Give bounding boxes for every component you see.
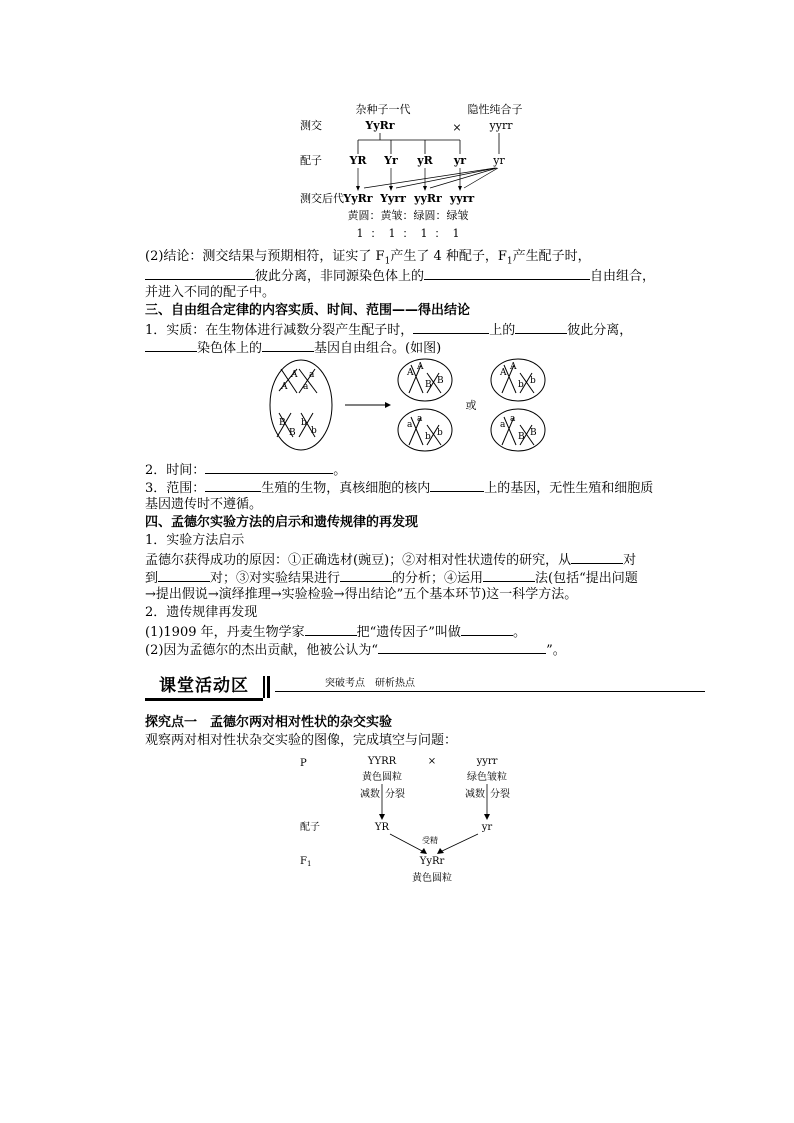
offspring-YyRr: YyRr — [343, 192, 373, 205]
meiosis-label: 分裂 — [490, 789, 510, 800]
recessive-label: 隐性纯合子 — [467, 103, 523, 116]
f1-genotype: YyRr — [419, 856, 445, 867]
f1-sub: 1 — [384, 256, 391, 267]
fill-blank[interactable] — [515, 320, 567, 334]
explore-heading: 探究点一 孟德尔两对相对性状的杂交实验 — [145, 715, 393, 730]
row-offspring: 测交后代 — [300, 192, 344, 205]
meiosis-label: 减数 — [465, 789, 485, 800]
section-4-heading: 四、孟德尔实验方法的启示和遗传规律的再发现 — [145, 515, 419, 530]
conclusion-text-b: 产生了 4 种配子，F — [390, 249, 507, 264]
parent2-genotype: yyrr — [476, 756, 498, 767]
cross-symbol: × — [452, 121, 462, 134]
gamete-yr: yr — [481, 822, 493, 833]
offspring-yyrr: yyrr — [449, 192, 475, 205]
conclusion-text-c: 产生配子时， — [512, 249, 591, 264]
fill-blank[interactable] — [262, 338, 314, 352]
essence-line-1 — [145, 320, 632, 340]
allele-label: B — [425, 380, 432, 390]
fill-blank[interactable] — [430, 478, 484, 492]
method-text: 对 — [623, 553, 637, 568]
time-text: 2．时间： — [145, 463, 206, 478]
allele-label: B — [279, 418, 286, 428]
essence-text: 基因自由组合。(如图) — [314, 341, 442, 356]
fill-blank[interactable] — [571, 550, 623, 564]
offspring-yyRr: yyRr — [414, 192, 442, 205]
conclusion-text-a: (2)结论：测交结果与预期相符，证实了 F — [145, 249, 385, 264]
parent2-phenotype: 绿色皱粒 — [467, 772, 507, 783]
scope-text: 3．范围： — [145, 481, 206, 496]
f1-sub: 1 — [506, 256, 513, 267]
allele-label: b — [530, 376, 536, 386]
method-text: 孟德尔获得成功的原因：①正确选材(豌豆)；②对相对性状遗传的研究，从 — [145, 553, 572, 568]
scope-line-2 — [145, 496, 262, 514]
fill-blank[interactable] — [413, 320, 489, 334]
banner-divider — [267, 676, 270, 698]
allele-label: B — [289, 428, 296, 438]
scope-text: 生殖的生物，真核细胞的核内 — [261, 481, 431, 496]
fertilization-label: 受精 — [422, 836, 438, 845]
section-banner — [145, 674, 705, 700]
row-testcross: 测交 — [300, 119, 322, 132]
allele-label: a — [417, 414, 423, 424]
scope-line-1 — [145, 478, 653, 498]
scope-text: 基因遗传时不遵循。 — [145, 497, 263, 512]
method-text: 的分析；④运用 — [392, 571, 484, 586]
meiosis-label: 分裂 — [385, 789, 405, 800]
allele-label: a — [309, 370, 315, 380]
gamete-yR: yR — [417, 154, 433, 167]
fill-blank[interactable] — [378, 640, 546, 654]
rediscovery-text: ”。 — [546, 643, 566, 658]
allele-label: a — [303, 382, 309, 392]
fill-blank[interactable] — [305, 622, 357, 636]
allele-label: a — [407, 420, 413, 430]
allele-label: b — [425, 432, 431, 442]
generation-f1-label: $F_1$ — [300, 856, 312, 868]
cross-symbol: × — [427, 756, 437, 767]
chromosome-segregation-figure — [265, 355, 555, 457]
recessive-gamete: yr — [493, 154, 505, 167]
allele-label: b — [311, 426, 317, 436]
or-label: 或 — [465, 399, 477, 412]
fill-blank[interactable] — [483, 568, 535, 582]
allele-label: a — [500, 420, 506, 430]
allele-label: b — [518, 380, 524, 390]
recessive-genotype: yyrr — [489, 119, 513, 132]
banner-rule — [275, 691, 705, 692]
ratio-values: 1 ： 1 ： 1 ： 1 — [356, 227, 460, 240]
conclusion-text: 并进入不同的配子中。 — [145, 285, 276, 300]
fill-blank[interactable] — [145, 266, 255, 280]
allele-label: a — [510, 414, 516, 424]
gamete-YR: YR — [349, 154, 367, 167]
method-text: 法(包括“提出问题 — [535, 571, 638, 586]
parent-cell — [270, 360, 332, 450]
hybrid-genotype: YyRr — [365, 119, 395, 132]
meiosis-label: 减数 — [360, 789, 380, 800]
gamete-Yr: Yr — [384, 154, 398, 167]
allele-label: B — [530, 428, 537, 438]
phenotype-ratio-labels: 黄圆：黄皱：绿圆：绿皱 — [347, 209, 469, 222]
parent1-phenotype: 黄色圆粒 — [362, 772, 402, 783]
conclusion-line-3 — [145, 284, 275, 302]
f1-phenotype: 黄色圆粒 — [412, 873, 452, 884]
method-line-2 — [145, 568, 638, 588]
banner-subtitle: 突破考点 研析热点 — [325, 678, 415, 689]
scope-text: 上的基因，无性生殖和细胞质 — [484, 481, 654, 496]
allele-label: A — [500, 368, 507, 378]
essence-text: 染色体上的 — [197, 341, 263, 356]
generation-p-label: P — [300, 758, 307, 769]
method-item-1: 1．实验方法启示 — [145, 533, 245, 548]
essence-text: 上的 — [489, 323, 516, 338]
conclusion-text: 自由组合， — [590, 269, 656, 284]
allele-label: A — [291, 370, 298, 380]
method-text: 到 — [145, 571, 159, 586]
gamete-YR: YR — [374, 822, 390, 833]
essence-text: 1．实质：在生物体进行减数分裂产生配子时， — [145, 323, 414, 338]
explore-intro: 观察两对相对性状杂交实验的图像，完成填空与问题： — [145, 733, 458, 748]
allele-label: A — [510, 362, 517, 372]
time-text: 。 — [333, 463, 347, 478]
hybrid-label: 杂种子一代 — [355, 103, 411, 116]
fill-blank[interactable] — [205, 478, 261, 492]
rediscovery-text: 。 — [512, 625, 526, 640]
fill-blank[interactable] — [340, 568, 392, 582]
banner-divider — [263, 676, 265, 698]
fill-blank[interactable] — [424, 266, 590, 280]
method-line-3: →提出假说→演绎推理→实验检验→得出结论”五个基本环节)这一科学方法。 — [145, 587, 578, 602]
allele-label: A — [417, 362, 424, 372]
rediscovery-line-1 — [145, 622, 526, 642]
rediscovery-line-2 — [145, 640, 566, 660]
rediscovery-item-2: 2．遗传规律再发现 — [145, 605, 258, 620]
fill-blank[interactable] — [461, 622, 513, 636]
gamete-yr: yr — [453, 154, 467, 167]
method-line-1 — [145, 550, 636, 570]
testcross-diagram — [290, 100, 530, 242]
daughter-cell — [491, 409, 545, 451]
allele-label: b — [437, 428, 443, 438]
conclusion-line-2 — [145, 266, 655, 286]
allele-label: b — [301, 418, 307, 428]
gamete-row-label: 配子 — [300, 822, 320, 833]
fill-blank[interactable] — [145, 338, 197, 352]
row-gametes: 配子 — [300, 154, 322, 167]
fill-blank[interactable] — [205, 460, 333, 474]
allele-label: B — [518, 432, 525, 442]
conclusion-text: 彼此分离，非同源染色体上的 — [255, 269, 425, 284]
daughter-cell — [398, 409, 452, 451]
section-3-heading: 三、自由组合定律的内容实质、时间、范围——得出结论 — [145, 303, 471, 318]
rediscovery-text: (1)1909 年，丹麦生物学家 — [145, 625, 305, 640]
fill-blank[interactable] — [158, 568, 210, 582]
rediscovery-text: (2)因为孟德尔的杰出贡献，他被公认为“ — [145, 643, 379, 658]
parent1-genotype: YYRR — [367, 756, 397, 767]
offspring-Yyrr: Yyrr — [380, 192, 406, 205]
allele-label: A — [281, 382, 288, 392]
rediscovery-text: 把“遗传因子”叫做 — [356, 625, 461, 640]
time-line — [145, 460, 346, 480]
essence-text: 彼此分离， — [567, 323, 633, 338]
dihybrid-cross-diagram — [290, 752, 530, 886]
banner-title: 课堂活动区 — [145, 674, 263, 701]
allele-label: B — [437, 376, 444, 386]
method-text: 对；③对实验结果进行 — [210, 571, 341, 586]
allele-label: A — [407, 368, 414, 378]
